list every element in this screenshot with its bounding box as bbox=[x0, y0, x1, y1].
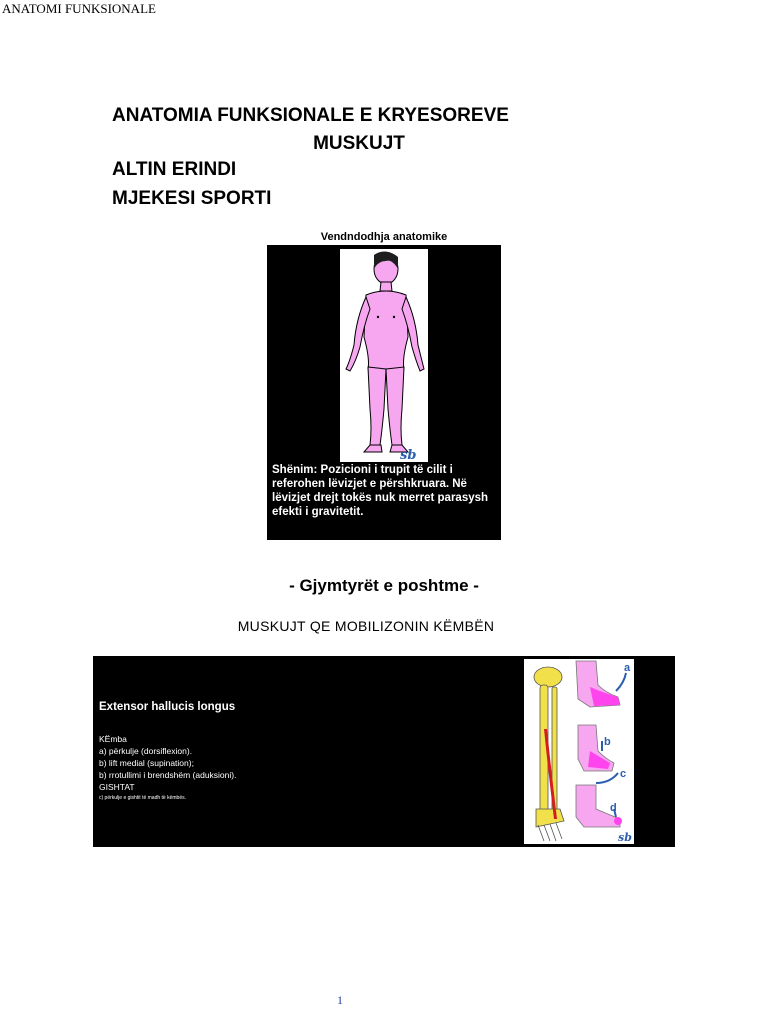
running-header: ANATOMI FUNKSIONALE bbox=[2, 1, 156, 16]
author-name: ALTIN ERINDI bbox=[112, 159, 237, 180]
leg-illustration-panel bbox=[524, 659, 634, 844]
section-heading: - Gjymtyrët e poshtme - bbox=[289, 576, 479, 595]
figure-note: Shënim: Pozicioni i trupit të cilit i referohen lëvizjet e përshkruara. Në lëvizjet drejt tokës nuk merret parasysh efekti i gravitetit. bbox=[272, 464, 489, 518]
arrow-label-b: b bbox=[604, 736, 611, 748]
sb-mark: sb bbox=[400, 448, 417, 462]
muscle-figure bbox=[93, 656, 675, 847]
sb-mark: sb bbox=[618, 831, 632, 844]
page-number: 1 bbox=[337, 993, 343, 1007]
description-line: KËmba bbox=[99, 734, 127, 744]
description-line: a) përkulje (dorsiflexion). bbox=[99, 746, 193, 756]
title-line-1: ANATOMIA FUNKSIONALE E KRYESOREVE bbox=[112, 105, 509, 126]
subject-name: MJEKESI SPORTI bbox=[112, 188, 272, 209]
title-line-2: MUSKUJT bbox=[313, 133, 405, 154]
title-block bbox=[112, 104, 572, 156]
arrow-label-a: a bbox=[624, 662, 631, 674]
arrow-label-c: c bbox=[620, 768, 627, 780]
body-illustration-panel bbox=[340, 249, 428, 462]
figure-caption: Vendndodhja anatomike bbox=[320, 231, 448, 243]
muscle-name: Extensor hallucis longus bbox=[99, 701, 236, 713]
description-line: b) lift medial (supination); bbox=[99, 758, 194, 768]
section-subheading: MUSKUJT QE MOBILIZONIN KËMBËN bbox=[237, 618, 495, 634]
description-line-tiny: c) përkulje e gishtit të madh të këmbës. bbox=[99, 795, 186, 801]
muscle-description bbox=[99, 733, 299, 803]
arrow-label-d: d bbox=[610, 802, 617, 814]
human-body-illustration bbox=[340, 249, 428, 462]
anatomical-position-figure bbox=[267, 245, 501, 540]
description-line: GISHTAT bbox=[99, 782, 135, 792]
description-line: b) rrotullimi i brendshëm (aduksioni). bbox=[99, 770, 237, 780]
leg-bones-illustration bbox=[524, 659, 634, 844]
